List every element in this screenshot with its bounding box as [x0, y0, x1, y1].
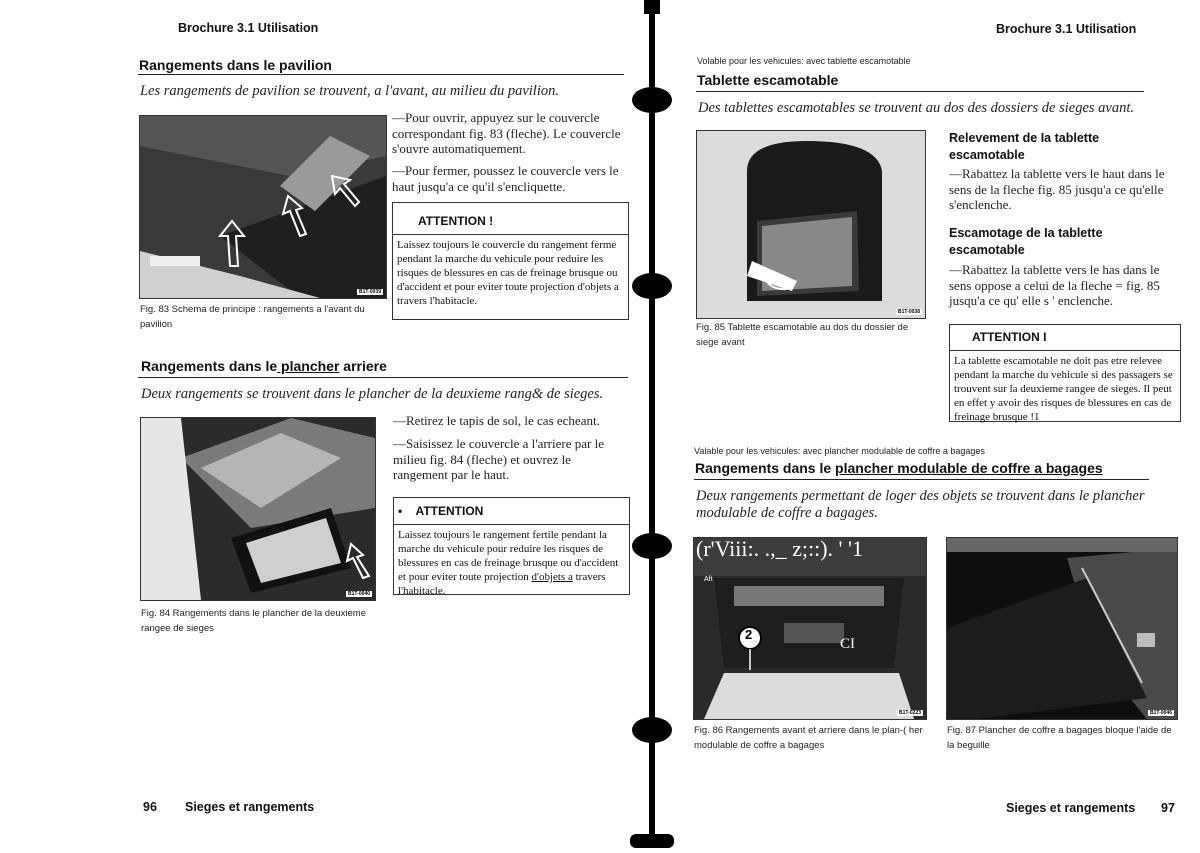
section-rule	[138, 74, 624, 75]
subheading-relevement: Relevement de Ia tablette escamotable	[949, 131, 1100, 162]
figure-85-tag: B1T-0038	[898, 309, 920, 315]
warning-title: ATTENTION !	[418, 214, 494, 228]
figure-86-callout-number: 2	[745, 627, 753, 642]
title-part-underlined: plancher modulable de coffre a bagages	[835, 460, 1103, 476]
subheading-escamotage: Escamotage de Ia tablette escamotable	[949, 226, 1103, 257]
figure-84-caption: Fig. 84 Rangements dans le plancher de la deuxieme rangee de sieges	[141, 608, 366, 634]
instruction-open: —Pour ouvrir, appuyez sur le couvercle correspondant fig. 83 (fleche). Le couvercle s'ouvre automatiquement.	[392, 110, 621, 156]
figure-86-caption: Fig. 86 Rangements avant et arriere dans le plan-( her modulable de coffre a bagages	[694, 725, 923, 751]
binding-rings	[628, 0, 678, 848]
warning-box-pavilion	[392, 202, 629, 320]
instruction-lift-cover: —Saisissez le couvercle a l'arriere par le milieu fig. 84 (fleche) et ouvrez le rangement par le haut.	[393, 436, 604, 482]
figure-83-tag: B1T-0039	[359, 289, 381, 295]
section-intro-pavilion: Les rangements de pavilion se trouvent, a l'avant, au milieu du pavilion.	[140, 83, 559, 99]
right-page-number: 97	[1161, 801, 1175, 815]
title-part: arriere	[339, 358, 387, 374]
warning-body: La tablette escamotable ne doit pas etre relevee pendant la marche du vehicule si des passagers se trouvent sur la deuxieme rangee de sieges. Il peut en effet y avoir des risques de blessures en cas de freinage brusque !1	[950, 350, 1180, 427]
warning-body-text: Laissez toujours le rangement fertile pendant la marche du vehicule pour reduire les risques de blessures en cas de freinage brusque ou d'accident et pour eviter toute projection	[398, 529, 619, 583]
figure-87-photo	[946, 537, 1178, 720]
applicability-note-plancher: Valable pour les vehicules: avec plancher modulable de coffre a bagages	[694, 446, 985, 456]
figure-85-photo	[696, 130, 926, 319]
figure-84-tag: B1T-0040	[348, 591, 370, 597]
instruction-close: —Pour fermer, poussez le couvercle vers le haut jusqu'a ce qu'il s'encliquette.	[392, 163, 619, 194]
warning-box-tablette	[949, 324, 1181, 422]
figure-86-tag: B1T-0223	[899, 710, 921, 716]
title-part: Rangements dans le	[695, 460, 832, 476]
figure-83-photo	[139, 115, 387, 299]
title-part-underlined: plancher	[277, 358, 340, 374]
instruction-remove-mat: —Retirez le tapis de sol, le cas echeant.	[393, 413, 600, 428]
figure-86-label-small: Aft	[704, 576, 713, 583]
figure-86-label-ci: CI	[840, 636, 855, 652]
section-rule	[696, 91, 1144, 92]
warning-bullet: •	[398, 504, 403, 518]
instruction-escamotage: —Rabattez la tablette vers le has dans le sens oppose a celui de la fleche = fig. 85 jusqu'a ce qu' elle s ' enclenche.	[949, 262, 1160, 308]
right-running-header: Brochure 3.1 Utilisation	[996, 22, 1137, 36]
applicability-note-tablette: Volable pour les vehicules: avec tablette escamotable	[697, 56, 911, 66]
figure-83-caption: Fig. 83 Schema de principe : rangements a l'avant du pavilion	[140, 304, 365, 330]
right-footer-title: Sieges et rangements	[1006, 801, 1136, 815]
warning-box-plancher	[393, 497, 630, 595]
warning-body-underlined: d'objets a	[531, 571, 573, 583]
section-rule	[694, 479, 1149, 480]
left-page-number: 96	[143, 800, 157, 814]
warning-title	[394, 498, 629, 524]
section-title-tablette: Tablette escamotable	[697, 72, 839, 88]
figure-86-overlay-text: (r'Viii:. .,_ z;::). ' '1	[696, 537, 863, 561]
section-rule	[138, 377, 628, 378]
warning-title: ATTENTION I	[972, 330, 1047, 344]
figure-87-tag: B1T-0046	[1150, 710, 1172, 716]
section-intro-plancher-modulable: Deux rangements permettant de loger des objets se trouvent dans le plancher modulable de coffre a bagages.	[696, 488, 1145, 521]
section-intro-tablette: Des tablettes escamotables se trouvent au dos des dossiers de sieges avant.	[698, 100, 1135, 116]
section-intro-plancher: Deux rangements se trouvent dans le plancher de la deuxieme rang& de sieges.	[141, 386, 604, 402]
instruction-relevement: —Rabattez la tablette vers le haut dans le sens de la fleche fig. 85 jusqu'a ce qu'elle s'enclenche.	[949, 166, 1165, 212]
left-footer-title: Sieges et rangements	[185, 800, 315, 814]
figure-84-photo	[140, 417, 376, 601]
section-title-plancher	[141, 358, 387, 374]
figure-85-caption: Fig. 85 Tablette escamotable au dos du dossier de siege avant	[696, 322, 909, 348]
left-running-header: Brochure 3.1 Utilisation	[178, 21, 319, 35]
warning-body: Laissez toujours le couvercle du rangement ferme pendant la marche du vehicule pour reduire les risques de blessures en cas de freinage brusque ou d'accident et pour eviter toute projection d'objets a travers l'habitacle.	[393, 234, 628, 311]
warning-body	[394, 524, 629, 601]
warning-title-text: ATTENTION	[415, 504, 484, 518]
warning-body-tail: travers l'habitacle.	[398, 571, 606, 597]
figure-86-photo	[693, 537, 927, 720]
section-title-plancher-modulable	[695, 460, 1103, 476]
figure-87-caption: Fig. 87 Plancher de coffre a bagages bloque l'aide de la beguille	[947, 725, 1172, 751]
section-title-pavilion: Rangements dans le pavilion	[139, 57, 332, 73]
title-part: Rangements dans le	[141, 358, 278, 374]
